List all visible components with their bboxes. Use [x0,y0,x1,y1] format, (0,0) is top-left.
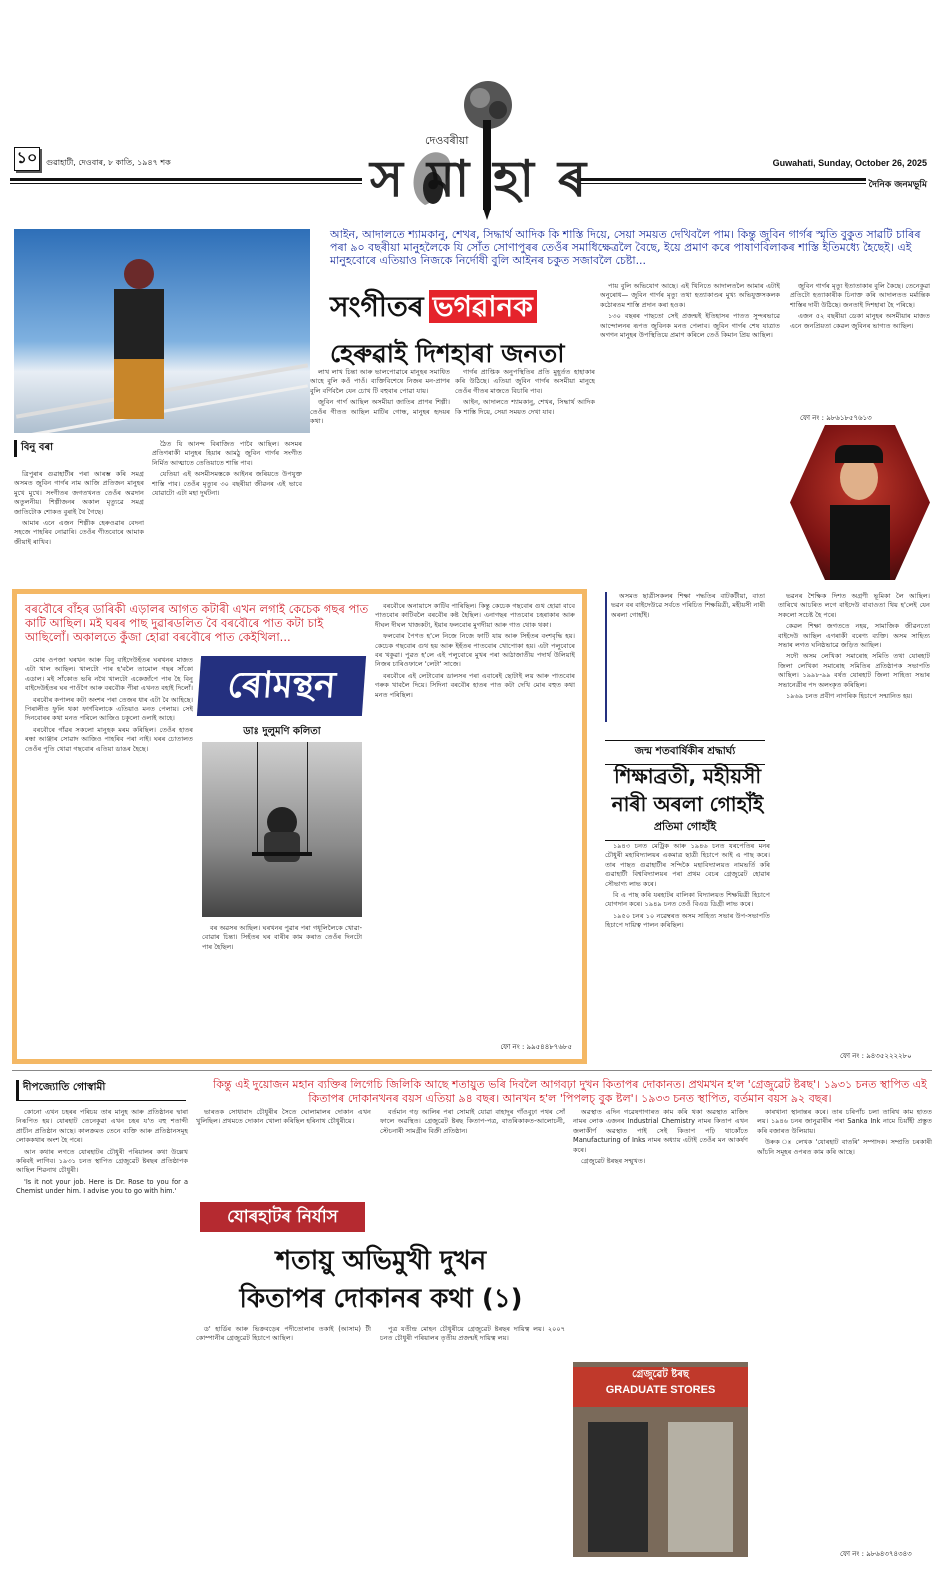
headline-part2: ভগৱানক [429,290,537,323]
masthead-small: দেওবৰীয়া [425,134,469,147]
bookshop-col5: কাৰখানা স্থানান্তৰ কৰে। তাৰ চৰিপাঁচ চলা তাৰিখ কাম হাতত লয়। ১৯৪৬ চনৰ জানুৱাৰীৰ পৰা Sanka Ink নামে চিয়াঁহী প্ৰস্তুত কৰি বজাৰত উলিয়ায়। উৰুক ঃ লেখক 'যোৰহাট বাতৰি' সম্পাদক। সম্প্ৰতি চৰকাৰী আঁচনি সমূহৰ ওপৰত কাম কৰি আছে। [757,1108,932,1156]
paper-name: দৈনিক জনমভূমি [866,177,927,192]
page-number-box: ১০ [14,147,40,171]
bookshop-intro: কিন্তু এই দুয়োজন মহান ব্যক্তিৰ লিগেচি জিলিকি আছে শতায়ুত ভৰি দিবলৈ আগবঢ়া দুখন কিতাপৰ দোকানত। প্ৰথমখন হ'ল 'গ্ৰেজুৱেট ষ্টৰছ'। ১৯৩১ চনত স্থাপিত এই কিতাপৰ দোকানখনৰ বয়স এতিয়া ৯৪ বছৰ। আনখন হ'ল 'পিপলচ্‌ বুক ষ্টল'। ১৯৩৩ চনত স্থাপিত, বৰ্তমান বয়স ৯২ বছৰ। [213,1078,927,1105]
top-story-headline [330,285,600,377]
bookshop-title-line2: কিতাপৰ দোকানৰ কথা (১) [239,1284,523,1314]
date-english: Guwahati, Sunday, October 26, 2025 [772,158,927,168]
header-rule-right [580,178,888,184]
centenary-col1: ১৯৪৩ চনত মেট্ৰিক আৰু ১৯৪৬ চনত যৰপেতিৰ মনৰ চৌধুৰী মহাবিদ্যালয়ৰ একমাত্ৰ ছাত্ৰী হিচাপে আই এ পাছ কৰে। তাৰ পাছত গুৱাহাটীৰ সন্দিকৈ মহাবিদ্যালয়ত নামভৰ্তি কৰি গুৱাহাটী বিশ্ববিদ্যালয়ৰ পৰা প্ৰথম বেচৰ গ্ৰেজুৱেট হোৱাৰ সৌভাগ্য লাভ কৰে। বি এ পাছ কৰি যৰহাটৰ বালিকা বিদ্যালয়ত শিক্ষয়িত্ৰী হিচাপে যোগদান কৰে। ১৯৪৯ চনত তেওঁ বিএড ডিগ্ৰী লাভ কৰে। ১৯৫০ চনৰ ১০ নৱেম্বৰত অসম সাহিত্য সভাৰ উপ-সভাপতি হিচাপে দায়িত্ব পালন কৰিছিল। [605,842,770,930]
divider-bottom [12,1070,932,1071]
centenary-kicker: জন্ম শতবাৰ্ষিকীৰ শ্ৰদ্ধাৰ্ঘ্য [605,740,765,765]
masthead-title: সমাহাৰ [370,150,611,208]
top-col-far-right: জুবিন গাৰ্গৰ মৃত্যু ইতাতাকাৰ বুলি কৈছে। তেনেকুৱা প্ৰতিটো হত্যাকাৰীক চিনাক্ত কৰি আদালতত মৰ্মান্তিক শাস্তিৰ দাবী উঠিছে। জনতাই দিশহাৰা হৈ পৰিছে। এজন ৫২ বছৰীয়া ডেকা মানুহৰ অসমীয়াৰ মাজত এনে জনপ্ৰিয়তা কেৱল জুবিনৰ ভাগ্যত আছিল। [790,282,930,330]
top-col-right: পায় বুলি অভিযোগ আছে। এই খিনিতে আদালতলৈ আমাৰ এটাই অনুৰোধ— জুবিন গাৰ্গৰ মৃত্যু তথা হত্যাকাণ্ডৰ মুখ্য অভিযুক্তসকলক কঠোৰতম শাস্তি প্ৰদান কৰা হওক। ১৩০ বছৰৰ পাছতো সেই প্ৰজন্মই ইতিহাসৰ পাতত সুন্দৰভাৱে আন্দোলনৰ ৰূপত জুবিনক মনত পেলাব। জুবিন গাৰ্গৰ শেষ যাত্ৰাত অগণন মানুহৰ উপস্থিতিয়ে প্ৰমাণ কৰিলে তেওঁ কিমান প্ৰিয় আছিল। [600,282,780,340]
swing-photo [202,742,362,917]
top-col-mid3: গাৰ্গৰ প্ৰাপ্তিক অনুপস্থিতিৰ প্ৰতি মুহূৰ্তত হাহাকাৰ কৰি উঠিছে। এতিয়া জুবিন গাৰ্গৰ অসমীয়া মানুহে তেওঁৰ গীতৰ মাজতে বিচাৰি পাব। আইন, আদালতে শ্যামকানু, শেখৰ, সিদ্ধাৰ্থ আদিক কি শাস্তি দিয়ে, সেয়া সময়ত দেখা যাব। [455,368,595,416]
date-assamese: গুৱাহাটী, দেওবাৰ, ৮ কাতি, ১৯৪৭ শক [46,158,171,167]
bookshop-col2b: ড' হাৰ্ডিৰ আৰু ভিক্ৰবড়েৰ পদীতোলাৰ তকাই (আসাম) টী কোম্পানীৰ গ্ৰেজুৱেট হিচাপে আছিল। [196,1325,371,1343]
bookshop-col3: বৰ্তমান গড় আলিৰ পৰা সোমাই যোৱা বাহাদুৰ গাঁওবুঢ়া পথৰ সোঁ ফালে অৱস্থিত। গ্ৰেজুৱেট ষ্টৰছ কিতাপ-পত্ৰ, বাতৰিকাকত-আলোচনী, স্টেচনাৰী সামগ্ৰীৰ বিক্ৰী প্ৰতিষ্ঠান। [380,1108,565,1135]
bookshop-phone: ফো নং : ৯৮৬৪৩৭৪৩৪৩ [840,1550,912,1558]
romonthon-phone: ফো নং : ৯৯৫৪৪৮৭৬৮৫ [500,1043,572,1051]
centenary-phone: ফো নং : ৯৪৩৫২২২২৮০ [840,1052,912,1060]
romonthon-col1: মোৰ ওপজা ঘৰখন আৰু বিনু বাইদেউহঁতৰ ঘৰখনৰ মাজত এটা খাল আছিল। খালটো পাৰ হ'বলৈ তামোল গছৰ সাঁকো এডাল। মই সাঁকোত ভৰি নথৈ খালটো একেজাঁপে পাৰ হৈ বিনু বাইদেউহঁতৰ ঘৰ পাওঁগৈ আৰু বৰবৌক পীৰা এখনত বহাই দিলোঁ। বৰবৌৰ কপালৰ কটা অংশৰ পৰা তেজৰ ধাৰ এটা বৈ আহিছে। পিৰালীত ফুলি থকা ফাৰ্ণবিলাকে এতিয়াও মনত পেলায়। সেই দিনবোৰৰ কথা মনত পৰিলে আজিও চকুলো ওলাই আহে। বৰবৌৰে গাঁৱৰ সকলো মানুহক মৰম কৰিছিল। তেওঁৰ হাতৰ ৰন্ধা আঞ্জাৰ সোৱাদ আজিও পাহৰিব পৰা নাই। ঘৰৰ চোতালত তেওঁৰ পুতি থোৱা গছবোৰ এতিয়া ডাঙৰ হৈছে। [25,656,193,753]
bookshop-title-line1: শতায়ু অভিমুখী দুখন [275,1246,487,1276]
romonthon-col3: বৰবৌৰে অনায়াসে কাটিব পাৰিছিল। কিন্তু কেচেক গছবোৰ গুথ হোৱা বাবে পাতবোৰ কাটিবলৈ বৰবৌৰ কষ্ট হৈছিল। এনাগছৰ পাতবোৰ চহৰাকাৰ আৰু দীঘল দীঘল খাজকটা, ইয়াৰ ফলবোৰ মুগদীয়া আৰু গাত থোক থকা। ফলবোৰ পৈণত হ'লে নিজে নিজে ফাটি যায় আৰু সিহঁতৰ বংশবৃদ্ধি হয়। কেচেক গছবোৰ গুথ হয় আৰু ইহঁতৰ পাতবোৰ খোপোকা হয়। এটা পলুবোৰে বৰ খকুৱা। পুৱত হ'লে এই পলুবোৰে মুখৰ পৰা আঠাজাতীয় পদাৰ্থ উলিয়াই নিজৰ চাৰিওফালে 'লেটা' সাজে। বৰবৌৰে এই লেটাবোৰ ডালসৰ পৰা এবাৰেই ছোটাই লয় আৰু পাতবোৰ গৰুক খাবলৈ দিয়ে। সিদিনা বৰবৌৰ হাতৰ পাত কটা দেখি মোৰ বহুত কথা মনত পৰিছিল। [375,602,575,699]
headline-part1: সংগীতৰ [330,290,424,323]
centenary-col2: ভৱনৰ শৈক্ষিক দিশত অগ্ৰণী ভূমিকা লৈ আছিল। তাৰিখে আচৰিত লগে বাইদেউ বাবাওতা থিয় হ'লেই যেন সকলো সচেষ্ট হৈ পৰে। কেৱল শিক্ষা জগততে নহয়, সামাজিক জীৱনতো বাইদেউ আছিল এগৰাকী বৰেণ্য ব্যক্তি। অসম সাহিত্য সভাৰ লগত ঘনিষ্ঠভাৱে জড়িত আছিল। সদৌ অসম লেখিকা সমাৰোহ সমিতি তথা যোৰহাট জিলা লেখিকা সমাৰোহ সমিতিৰ প্ৰতিষ্ঠাপক সভাপতি আছিল। ১৯৯৮-৯৯ বৰ্ষত যোৰহাট জিলা সাহিত্য সভাৰ সভানেত্ৰীৰ পদ অলংকৃত কৰিছিল। ১৯৬৯ চনত প্ৰবীণ নাগৰিক হিচাপে সন্মানিত হয়। [778,592,930,701]
bookshop-col2: ভাৰতক সোধাবাদ চৌধুৰীৰ সৈতে ঘোলামালৰ দোকান এখন খুলিছিল। প্ৰথমতে দোকান খোলা কৰিছিল হৰিনাথ চৌধুৰীয়ে। [196,1108,371,1126]
bookshop-byline: দীপজ্যোতি গোস্বামী [16,1080,186,1101]
byline-binu: বিনু বৰা [14,440,53,457]
top-col-left: ত্ৰিপুৰাৰ গুৱাহাটীৰ পৰা আৰম্ভ কৰি সমগ্ৰ অসমত জুবিন গাৰ্গৰ নাম আজি প্ৰতিজন মানুহৰ মুখে মুখে। সংগীতৰ জগতখনত তেওঁৰ অৱদান অতুলনীয়। শিল্পীজনৰ অকাল মৃত্যুৱে সমগ্ৰ জাতিটোক শোকত বুৰাই থৈ গৈছে। আমাৰ এনে এজন শিল্পীক হেৰুওৱাৰ বেদনা সহজে পাহৰিব নোৱাৰি। তেওঁৰ গীতবোৰে আমাক জীয়াই ৰাখিব। [14,470,144,546]
top-story-intro: আইন, আদালতে শ্যামকানু, শেখৰ, সিদ্ধাৰ্থ আদিক কি শাস্তি দিয়ে, সেয়া সময়ত দেখিবলৈ পাম। কিন্তু জুবিন গাৰ্গৰ স্মৃতি বুকুত সাৱটি চাৰিৰ পৰা ৯০ বছৰীয়া মানুহলৈকে যি সোঁত সোণাপুৰৰ তেওঁৰ সমাধিক্ষেত্ৰলৈ বৈছে, ইয়ে প্ৰমাণ কৰে পাষাণবিলাকৰ শাস্তি ইতিমধ্যে হৈছেই। এই মানুহবোৰে এতিয়াও নিজকে নিৰ্দোষী বুলি আইনৰ চকুত সজাবলৈ চেষ্টা... [330,228,921,267]
romonthon-box [12,589,587,1064]
top-photo [14,229,310,433]
header-rule-left [10,178,362,184]
romonthon-title: ৰোমন্থন [197,656,366,716]
centenary-author: প্ৰতিমা গোহাঁই [605,818,765,841]
shop-photo [573,1362,748,1557]
shop-sign: গ্ৰেজুৱেট ষ্টৰছ GRADUATE STORES [573,1367,748,1407]
section-label: যোৰহাটৰ নিৰ্যাস [200,1202,365,1232]
bookshop-col4: অৱস্থাত এদিন গৱেষণাগাৰত কাম কৰি থকা অৱস্থাত মাজিদ নামৰ লোক এজনৰ Industrial Chemistry নামৰ কিতাপ এখন জলাকীৰ্ণ অৱস্থাত পাই সেই কিতাপ পঢ়ি থাকোঁতে Manufacturing of Inks নামৰ অধ্যায় এটাই তেওঁৰ মন আকৰ্ষণ কৰে। গ্ৰেজুৱেট ষ্টৰছৰ সন্মুখত। [573,1108,748,1166]
romonthon-col2: বৰ অৱসৰ আছিল। ঘৰখনৰ পুৱাৰ পৰা গধূলিলৈকে খোৱা-বোৱাৰ চিন্তা। সিহঁতৰ ঘৰ বাৰীৰ কাম কৰাত তেওঁৰ দিনটো পাৰ হৈছিল। [202,924,362,951]
top-col-mid1: ঠৈত যি আনন্দ বিৰাজিত পাবৈ আছিল। অসমৰ প্ৰতিগৰাকী মানুহৰ হিয়াৰ আমঠু জুবিন গাৰ্গৰ সংগীত নিৰ্মিত আত্মাতে তেতিয়াতে শান্তি পাব। যেতিয়া এই অসমীসমস্তকে আইনৰ জৰিয়তে উপযুক্ত শাস্তি পাব। তেওঁৰ মৃত্যুৰ ৩০ বছৰীয়া জীৱনৰ এই ভাবে যোৱাটো এটা মহা দুৰ্ঘটনা। [152,440,302,498]
centenary-title-line2: নাৰী অৰলা গোহাঁই [611,792,764,816]
centenary-title-line1: শিক্ষাব্ৰতী, মহীয়সী [613,764,762,788]
centenary-top-text: অসমত ছাত্ৰীসকলৰ শিক্ষা পদ্ধতিৰ বাটকটীয়া, বাতা ভৱন বৰ বাইদেউৱে সৰ্বতে পৰিচিত শিক্ষয়িত্ৰী, মহীয়সী নাৰী অৰলা গোহাঁই। [605,592,765,722]
bookshop-col3b: পুত্ৰ যতীন্দ্ৰ মোহন চৌধুৰীয়ে গ্ৰেজুৱেট ষ্টৰছৰ দায়িত্ব লয়। ২০০৭ চনত চৌধুৰী পৰিয়ালৰ তৃতীয় প্ৰজন্মই দায়িত্ব লয়। [380,1325,565,1343]
bookshop-col1: কোনো এখন চহৰৰ পৰিচয় তাৰ মানুহ আৰু প্ৰতিষ্ঠানৰ দ্বাৰা নিৰূপিত হয়। যোৰহাট তেনেকুৱা এখন চহৰ য'ত বহু শতাব্দী প্ৰাচীন প্ৰতিষ্ঠান আছে। কালক্ৰমত তেনে ব্যক্তি আৰু প্ৰতিষ্ঠানসমূহ লোককথাৰ অংশ হৈ পৰে। আন কথাৰ লগতে যোৰহাটৰ চৌধুৰী পৰিয়ালৰ কথা উল্লেখ কৰিবই লাগিব। ১৯৩১ চনত স্থাপিত গ্ৰেজুৱেট ষ্টৰছৰ প্ৰতিষ্ঠাপক আছিল শিৱনাথ চৌধুৰী। 'Is it not your job. Here is Dr. Rose to you for a Chemist under him. I advise you to go with him.' [16,1108,188,1196]
singer-photo [790,425,930,580]
romonthon-author: ডাঃ দুলুমণি কলিতা [243,726,321,737]
phone-top-right: ফো নং : ৯৮৬১৮৫৭৬১৩ [800,414,872,422]
top-col-mid2: লাখ লাখ চিন্তা আৰু ভালপোৱাৰে মানুহৰ সমাধিত আহে বুলি কওঁ পাওঁ। ব্যক্তিবিশেষে নিজৰ মন-প্ৰাণৰ বুলি বৰ্ণিবলৈ যেন চোখ টি বহুবাৰ পোৱা যায়। জুবিন গাৰ্গ আছিল অসমীয়া জাতিৰ প্ৰাণৰ শিল্পী। তেওঁৰ গীতত আছিল মাটিৰ গোন্ধ, মানুহৰ হৃদয়ৰ কথা। [310,368,450,426]
romonthon-intro: বৰবৌৰে বাঁহৰ ডাৰিকী এড়ালৰ আগত কটাৰী এখন লগাই কেচেক গছৰ পাত কাটি আছিল। মই ঘৰৰ পাছ দুৱাৰডলিত বৈ বৰবৌৰে পাত কটা চাই আছিলোঁ। অকালতে কুঁজা হোৱা বৰবৌৰে পাত কেইখিলা... [25,602,369,644]
headline-line2: হেৰুৱাই দিশহাৰা জনতা [330,339,565,368]
masthead-logo [370,80,611,225]
